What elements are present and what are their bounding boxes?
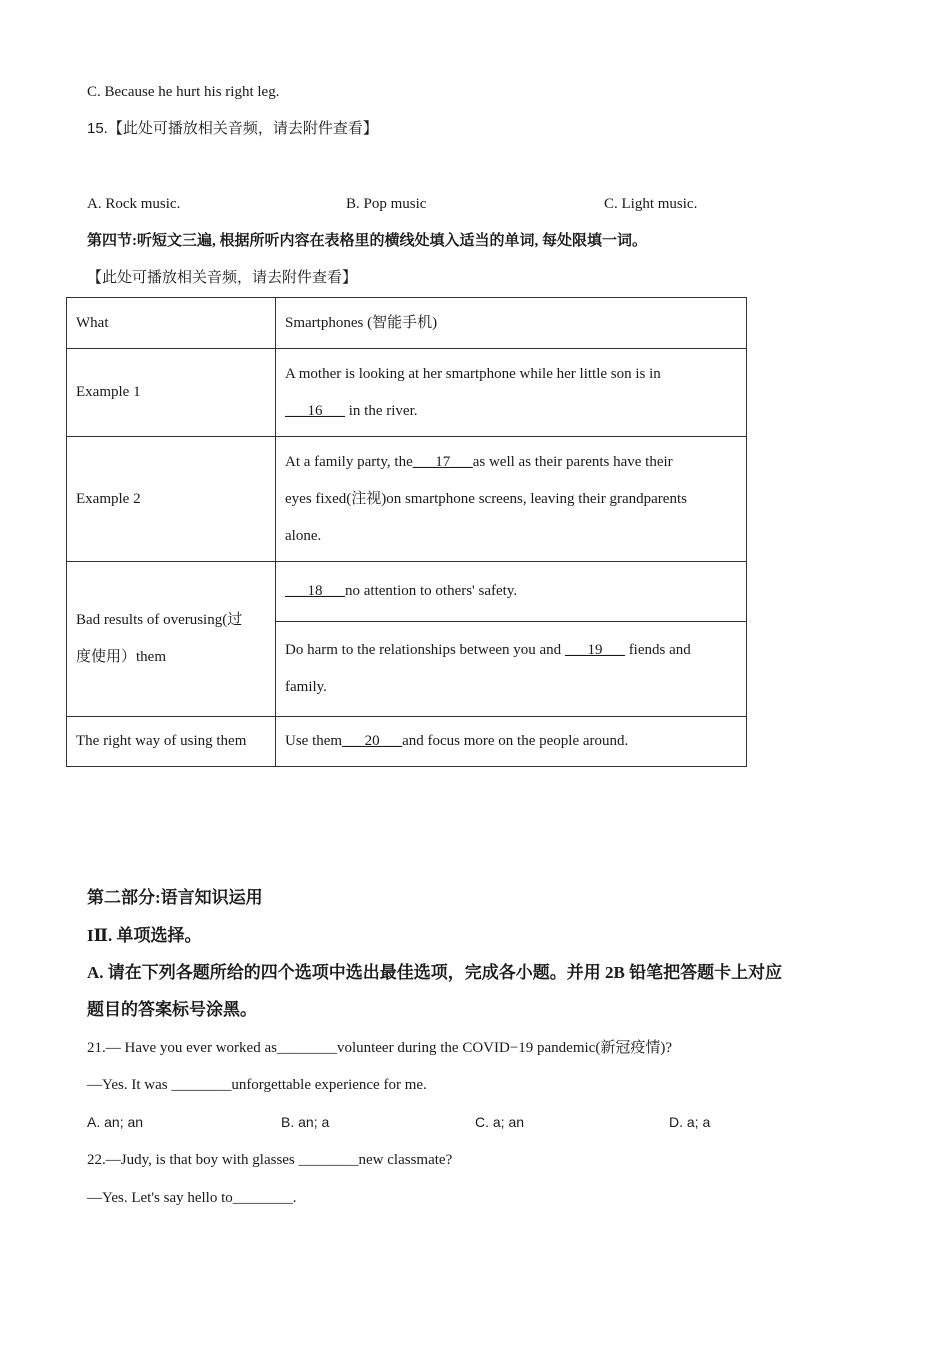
blank-17[interactable]: ___17___: [412, 453, 473, 470]
blank-19[interactable]: ___19___: [564, 642, 625, 658]
blank-18[interactable]: ___18___: [285, 583, 345, 599]
example2-pre: At a family party, the: [285, 453, 413, 470]
q15-option-b: B. Pop music: [346, 196, 427, 212]
right-way-post: and focus more on the people around.: [402, 733, 629, 749]
what-value: Smartphones (智能手机): [276, 298, 747, 349]
table-row: [67, 298, 747, 349]
blank-16[interactable]: ___16___: [285, 402, 345, 419]
table-row: [67, 437, 747, 562]
example2-line3: alone.: [285, 527, 322, 544]
q14-option-c: C. Because he hurt his right leg.: [87, 84, 280, 100]
example1-label: Example 1: [67, 349, 276, 437]
example1-cell: [276, 349, 747, 437]
bad-result-2-line2: family.: [285, 679, 327, 695]
answer-table: [66, 297, 747, 767]
q15-number: 15.: [87, 120, 108, 137]
q15-stem: [87, 119, 378, 139]
right-way-pre: Use them: [285, 733, 343, 749]
section4-audio-note[interactable]: 【此处可播放相关音频，请去附件查看】: [87, 270, 358, 286]
bad-results-label-line1: Bad results of overusing(过: [76, 612, 243, 628]
example2-line1: [285, 444, 737, 481]
table-row: [67, 717, 747, 767]
q15-audio-note[interactable]: 【此处可播放相关音频，请去附件查看】: [107, 121, 378, 137]
q21-line2: —Yes. It was ________unforgettable experience for me.: [87, 1077, 427, 1093]
q21-line1: 21.— Have you ever worked as________volunteer during the COVID−19 pandemic(新冠疫情)?: [87, 1040, 672, 1056]
q21-option-d: D. a; a: [669, 1114, 711, 1130]
section4-instruction: 第四节:听短文三遍, 根据所听内容在表格里的横线处填入适当的单词, 每处限填一词。: [87, 233, 647, 249]
part2-instruction-line2: 题目的答案标号涂黑。: [87, 1000, 257, 1019]
q15-option-c: C. Light music.: [604, 196, 698, 212]
example2-line2: eyes fixed(注视)on smartphone screens, leaving their grandparents: [285, 490, 687, 507]
table-row: [67, 349, 747, 437]
q22-line1: 22.—Judy, is that boy with glasses ________new classmate?: [87, 1152, 453, 1168]
bad-result-2-post: fiends and: [624, 642, 691, 658]
table-row: [67, 562, 747, 622]
what-label: What: [67, 298, 276, 349]
blank-20[interactable]: ___20___: [342, 733, 403, 749]
example1-line2: [285, 393, 737, 430]
part2-instruction-line1: A. 请在下列各题所给的四个选项中选出最佳选项，完成各小题。并用 2B 铅笔把答题卡上对应: [87, 963, 783, 982]
part2-section-title: IⅡ. 单项选择。: [87, 926, 202, 945]
q21-option-b: B. an; a: [281, 1114, 330, 1130]
bad-result-1-text: no attention to others' safety.: [345, 583, 518, 599]
bad-result-2: [276, 622, 747, 717]
bad-results-label: [67, 562, 276, 717]
q15-option-a: A. Rock music.: [87, 196, 181, 212]
example2-label: Example 2: [67, 437, 276, 562]
example2-post: as well as their parents have their: [472, 453, 673, 470]
bad-result-1: [276, 562, 747, 622]
bad-results-label-line2: 度使用）them: [76, 649, 166, 665]
q21-option-a: A. an; an: [87, 1114, 144, 1130]
right-way-label: The right way of using them: [67, 717, 276, 767]
example1-line1: A mother is looking at her smartphone while her little son is in: [285, 365, 661, 382]
right-way-cell: [276, 717, 747, 767]
part2-heading: 第二部分:语言知识运用: [87, 888, 263, 907]
example2-cell: [276, 437, 747, 562]
q22-line2: —Yes. Let's say hello to________.: [87, 1190, 297, 1206]
bad-result-2-pre: Do harm to the relationships between you and: [285, 642, 565, 658]
bad-result-2-line1: [285, 632, 737, 669]
example1-line2-text: in the river.: [345, 402, 418, 419]
q21-option-c: C. a; an: [475, 1114, 525, 1130]
